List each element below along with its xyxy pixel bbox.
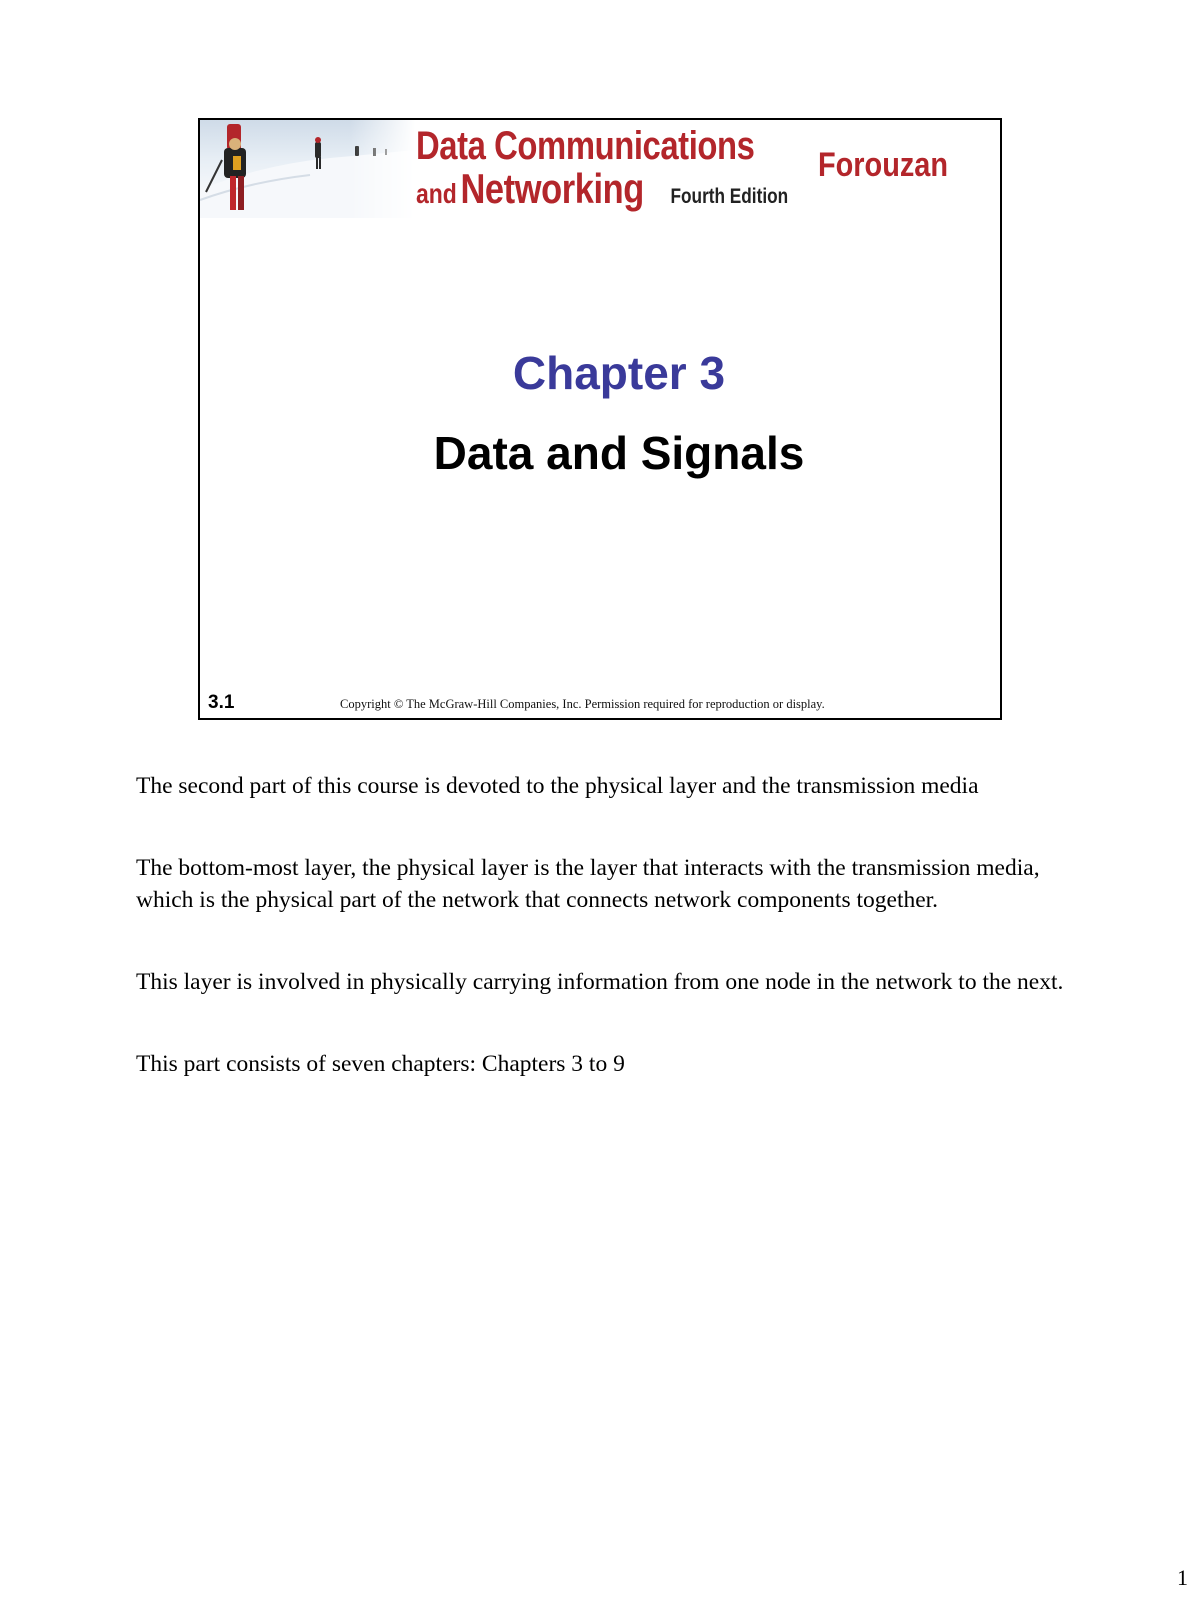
note-paragraph: This layer is involved in physically carrying information from one node in the network to the next.: [136, 969, 1064, 995]
slide: [198, 118, 1002, 720]
chapter-heading: Chapter 3: [512, 347, 726, 399]
note-paragraph: The bottom-most layer, the physical layer is the layer that interacts with the transmission media, which is the physical part of the network that connects network components together.: [136, 855, 1040, 913]
slide-number: 3.1: [208, 692, 235, 713]
slide-title: Data and Signals: [433, 427, 805, 479]
page-number: 1: [1177, 1565, 1188, 1590]
copyright-notice: Copyright © The McGraw-Hill Companies, Inc. Permission required for reproduction or display.: [340, 697, 825, 711]
note-paragraph: The second part of this course is devoted to the physical layer and the transmission media: [136, 773, 979, 799]
edition-label: Fourth Edition: [670, 185, 789, 208]
slide-notes: [136, 770, 1066, 1080]
note-paragraph: This part consists of seven chapters: Chapters 3 to 9: [136, 1051, 625, 1077]
banner-photo: [200, 120, 415, 218]
banner: [200, 120, 1000, 220]
book-title-line1: Data Communications: [416, 124, 755, 168]
book-title-networking: Networking: [460, 165, 644, 212]
book-title: [416, 126, 788, 210]
book-title-and: and: [416, 178, 457, 209]
author-name: Forouzan: [818, 146, 949, 184]
climbers-illustration: [200, 120, 415, 218]
